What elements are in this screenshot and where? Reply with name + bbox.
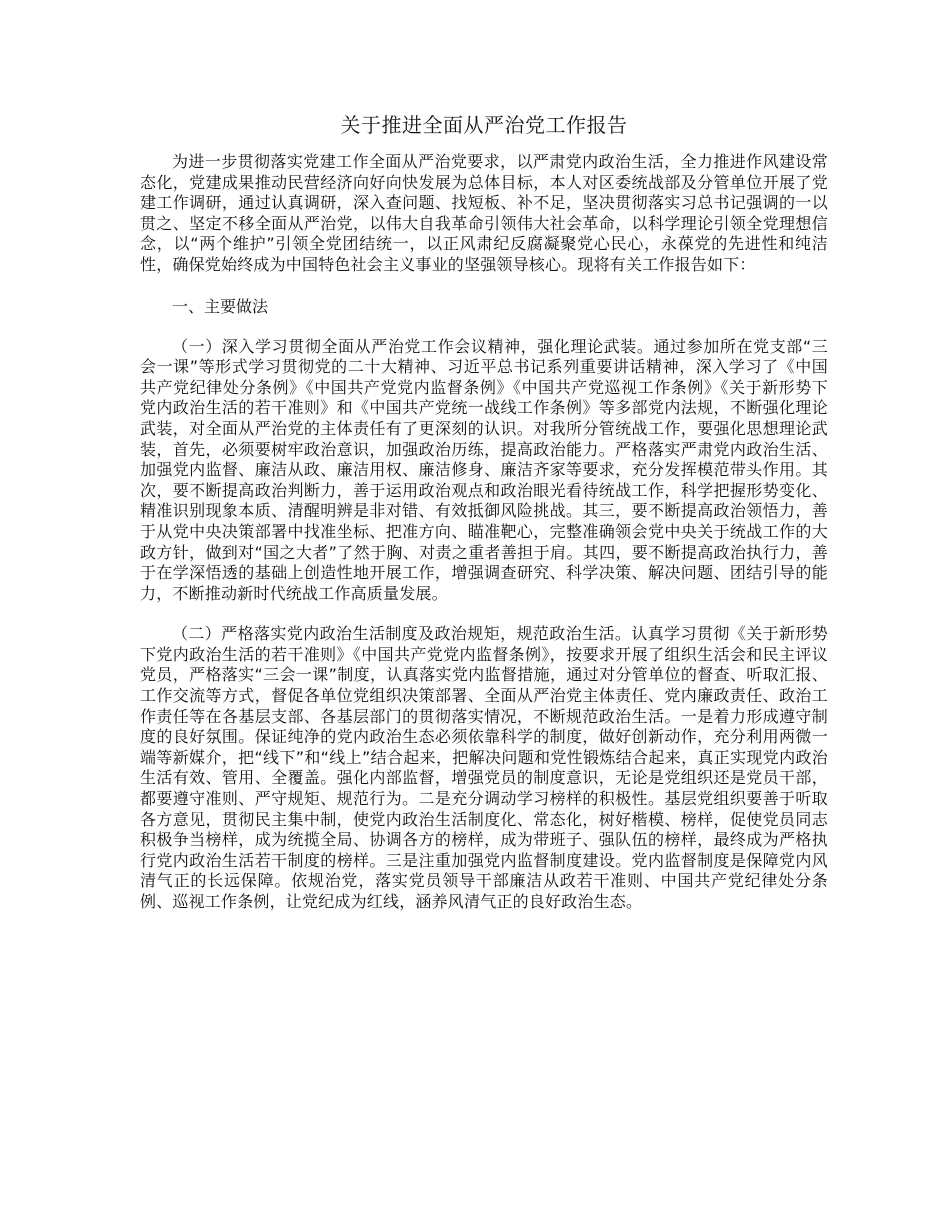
document-page (140, 110, 828, 913)
section-heading-main-practices: 一、主要做法 (172, 296, 269, 316)
paragraph-theory-study: （一）深入学习贯彻全面从严治党工作会议精神，强化理论武装。通过参加所在党支部“三会一课”等形式学习贯彻党的二十大精神、习近平总书记系列重要讲话精神，深入学习了《中国共产党纪律处分条例》《中国共产党党内监督条例》《中国共产党巡视工作条例》《关于新形势下党内政治生活的若干准则》和《中国共产党统一战线工作条例》等多部党内法规，不断强化理论武装，对全面从严治党的主体责任有了更深刻的认识。对我所分管统战工作，要强化思想理论武装，首先，必须要树牢政治意识，加强政治历练，提高政治能力。严格落实严肃党内政治生活、加强党内监督、廉洁从政、廉洁用权、廉洁修身、廉洁齐家等要求，充分发挥模范带头作用。其次，要不断提高政治判断力，善于运用政治观点和政治眼光看待统战工作，科学把握形势变化、精准识别现象本质、清醒明辨是非对错、有效抵御风险挑战。其三，要不断提高政治领悟力，善于从党中央决策部署中找准坐标、把准方向、瞄准靶心，完整准确领会党中央关于统战工作的大政方针，做到对“国之大者”了然于胸、对责之重者善担于肩。其四，要不断提高政治执行力，善于在学深悟透的基础上创造性地开展工作，增强调查研究、科学决策、解决问题、团结引导的能力，不断推动新时代统战工作高质量发展。 (140, 336, 828, 603)
intro-paragraph: 为进一步贯彻落实党建工作全面从严治党要求，以严肃党内政治生活，全力推进作风建设常态化，党建成果推动民营经济向好向快发展为总体目标，本人对区委统战部及分管单位开展了党建工作调研，通过认真调研，深入查问题、找短板、补不足，坚决贯彻落实习总书记强调的一以贯之、坚定不移全面从严治党，以伟大自我革命引领伟大社会革命，以科学理论引领全党理想信念，以“两个维护”引领全党团结统一，以正风肃纪反腐凝聚党心民心，永葆党的先进性和纯洁性，确保党始终成为中国特色社会主义事业的坚强领导核心。现将有关工作报告如下： (140, 152, 828, 274)
paragraph-political-life: （二）严格落实党内政治生活制度及政治规矩，规范政治生活。认真学习贯彻《关于新形势下党内政治生活的若干准则》《中国共产党党内监督条例》，按要求开展了组织生活会和民主评议党员，严格落实“三会一课”制度，认真落实党内监督措施，通过对分管单位的督查、听取汇报、工作交流等方式，督促各单位党组织决策部署、全面从严治党主体责任、党内廉政责任、政治工作责任等在各基层支部、各基层部门的贯彻落实情况，不断规范政治生活。一是着力形成遵守制度的良好氛围。保证纯净的党内政治生态必须依靠科学的制度，做好创新动作，充分利用两微一端等新媒介，把“线下”和“线上”结合起来，把解决问题和党性锻炼结合起来，真正实现党内政治生活有效、管用、全覆盖。强化内部监督，增强党员的制度意识，无论是党组织还是党员干部，都要遵守准则、严守规矩、规范行为。二是充分调动学习榜样的积极性。基层党组织要善于听取各方意见，贯彻民主集中制，使党内政治生活制度化、常态化，树好楷模、榜样，促使党员同志积极争当榜样，成为统揽全局、协调各方的榜样，成为带班子、强队伍的榜样，最终成为严格执行党内政治生活若干制度的榜样。三是注重加强党内监督制度建设。党内监督制度是保障党内风清气正的长远保障。依规治党，落实党员领导干部廉洁从政若干准则、中国共产党纪律处分条例、巡视工作条例，让党纪成为红线，涵养风清气正的良好政治生态。 (140, 624, 828, 911)
document-title: 关于推进全面从严治党工作报告 (340, 113, 628, 137)
